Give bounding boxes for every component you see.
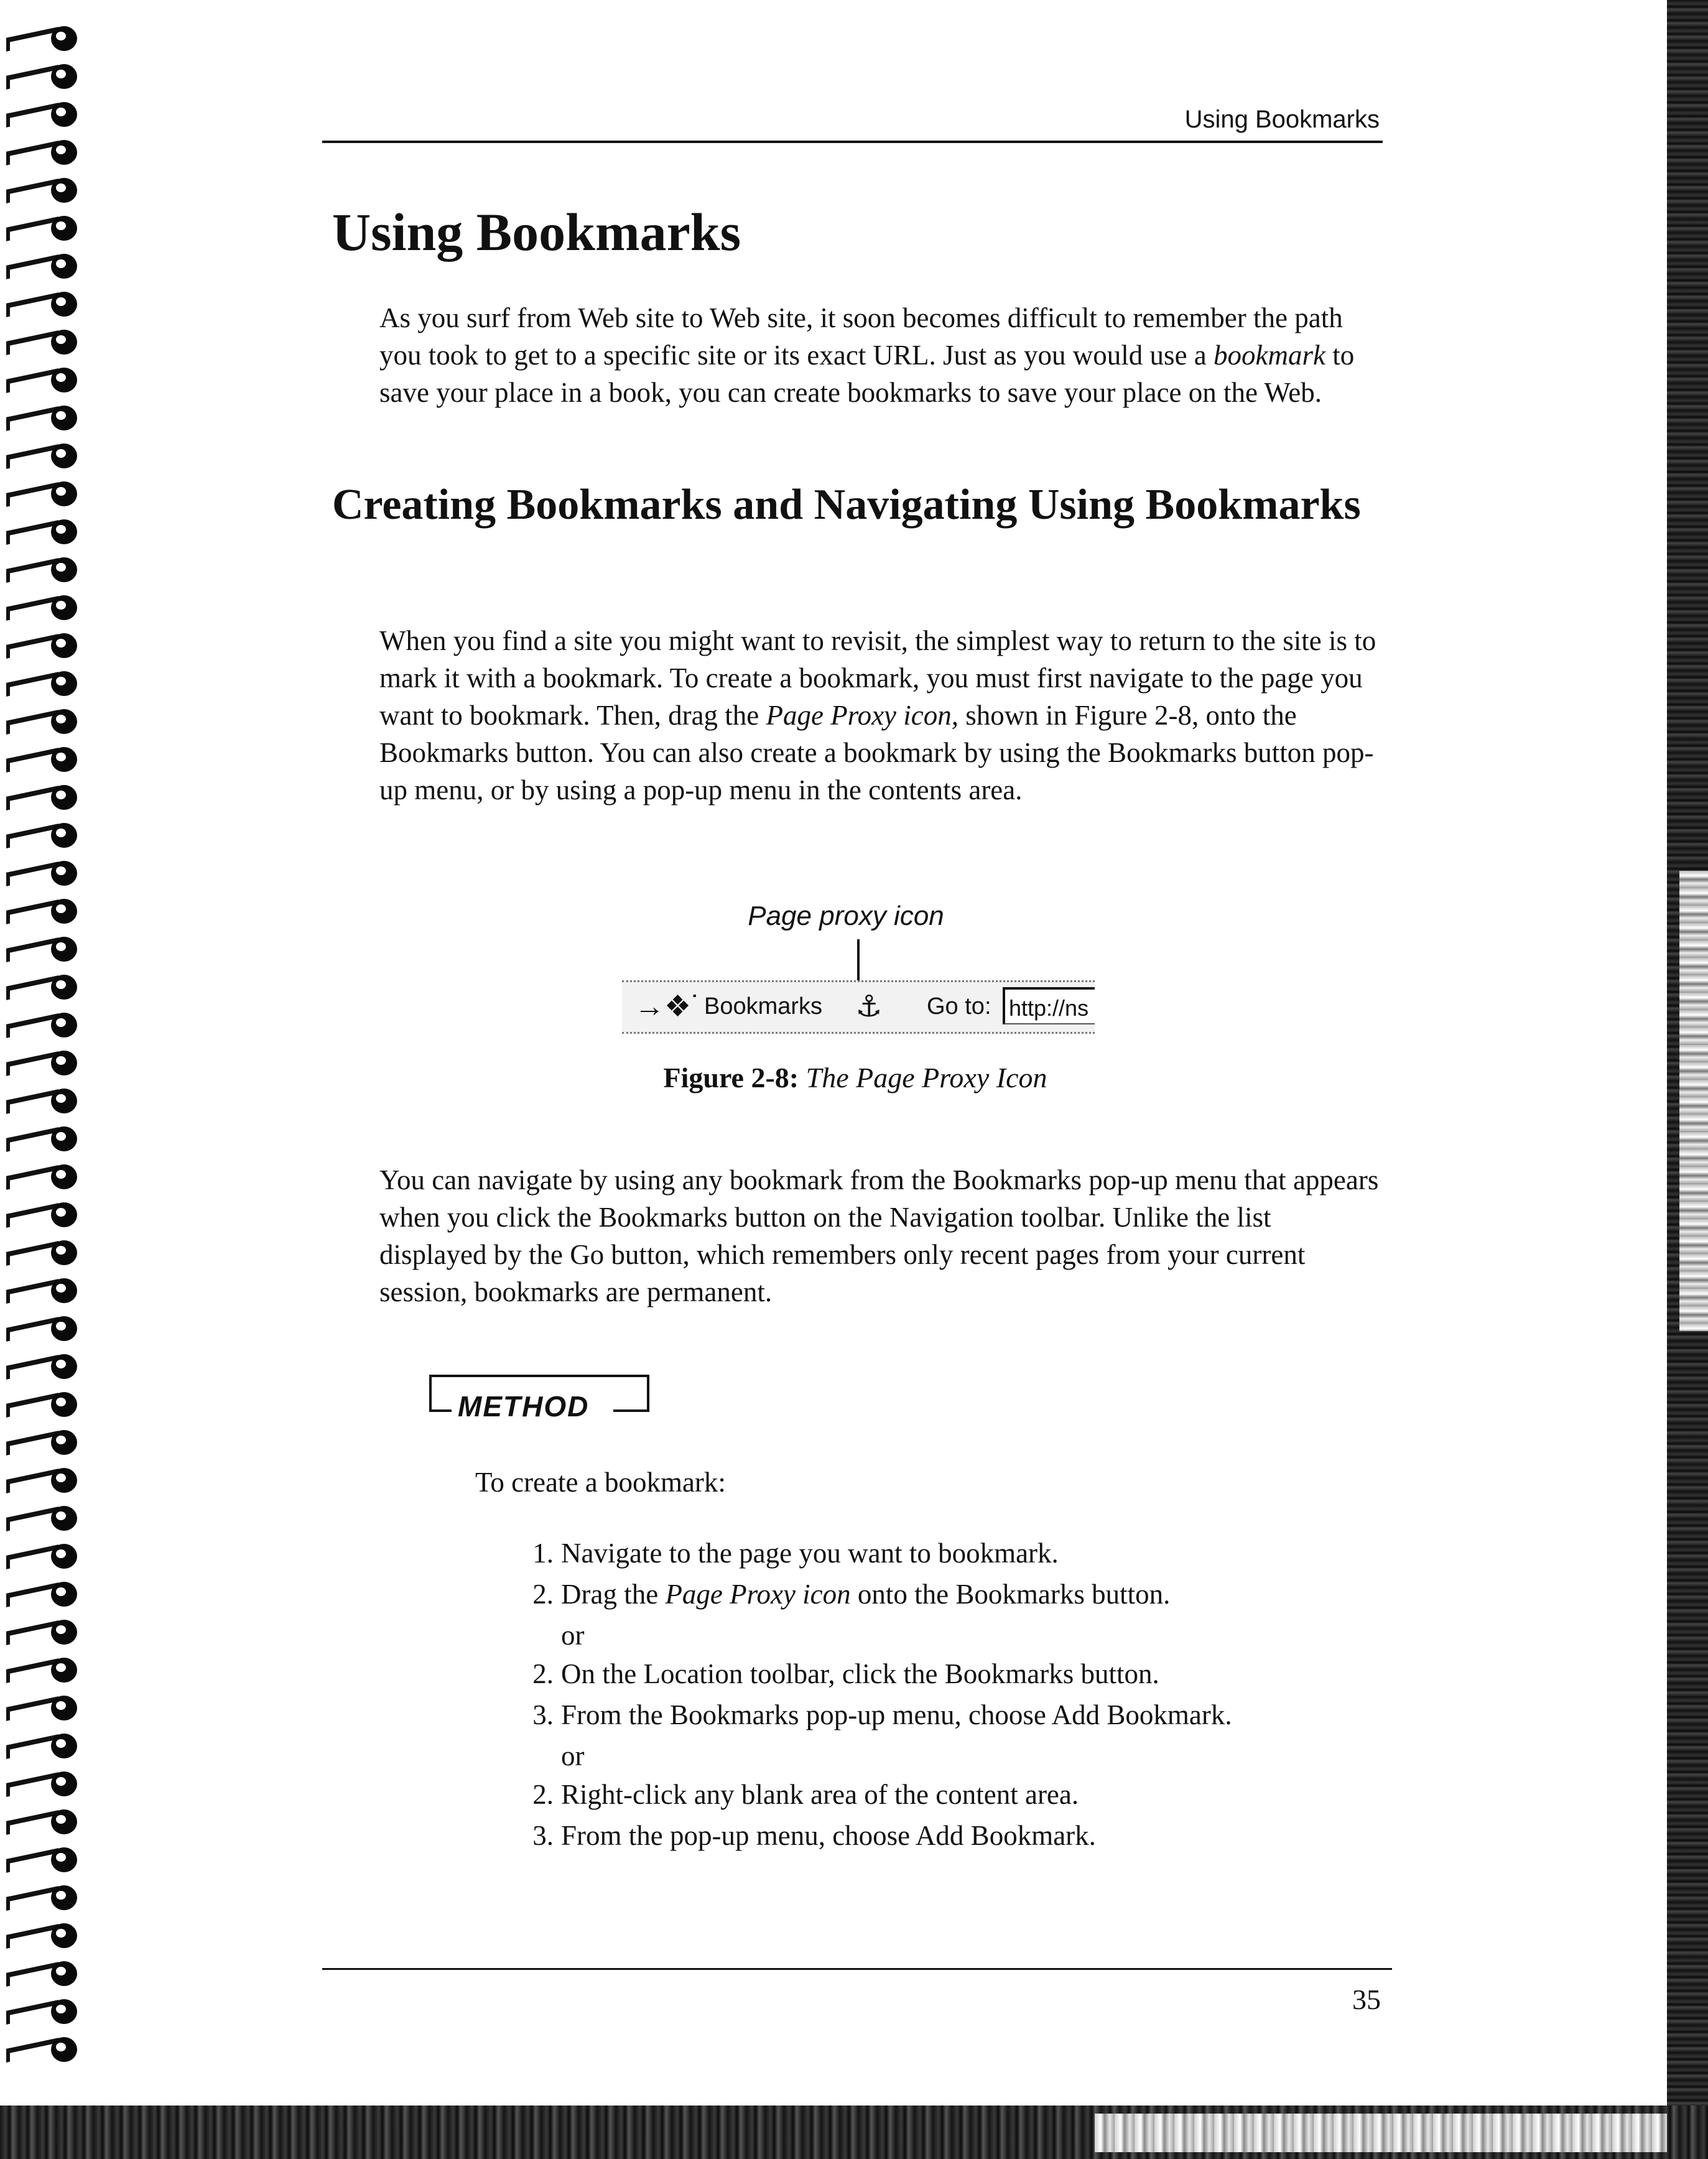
footer-rule bbox=[322, 1968, 1392, 1970]
spiral-coil bbox=[6, 1163, 81, 1191]
header-rule bbox=[322, 141, 1383, 143]
section-paragraph: When you find a site you might want to revisit, the simplest way to return to the site is to mark it with a bookmark. To create a bookmark, you must first navigate to the page you want to bookmark. Then, drag the Page Proxy icon, shown in Figure 2-8, onto the Bookmarks button. You can also create a bookmark by using the Bookmarks button pop-up menu, or by using a pop-up menu in the contents area. bbox=[379, 625, 1376, 806]
method-intro: To create a bookmark: bbox=[475, 1467, 726, 1498]
spiral-binding bbox=[0, 25, 93, 2096]
navigate-paragraph: You can navigate by using any bookmark from the Bookmarks pop-up menu that appears when you click the Bookmarks button on the Navigation toolbar. Unlike the list displayed by the Go button, which remembers only recent pages from your current session, bookmarks are permanent. bbox=[379, 1164, 1379, 1307]
figure-caption: Figure 2-8: The Page Proxy Icon bbox=[663, 1062, 1047, 1093]
scanner-noise-right bbox=[1679, 871, 1708, 1331]
spiral-coil bbox=[6, 1960, 81, 1987]
spiral-coil bbox=[6, 1846, 81, 1873]
section-title: Creating Bookmarks and Navigating Using Bookmarks bbox=[332, 481, 1361, 529]
method-step bbox=[520, 1615, 1391, 1653]
method-box-rule-right bbox=[613, 1409, 647, 1412]
step-number: 2. bbox=[532, 1658, 554, 1689]
spiral-coil bbox=[6, 1087, 81, 1115]
method-step bbox=[520, 1815, 1391, 1856]
method-box-rule-left bbox=[429, 1409, 452, 1412]
spiral-coil bbox=[6, 1505, 81, 1532]
method-step bbox=[520, 1533, 1391, 1574]
spiral-coil bbox=[6, 1467, 81, 1494]
spiral-coil bbox=[6, 518, 81, 546]
goto-label: Go to: bbox=[927, 993, 991, 1019]
spiral-coil bbox=[6, 1353, 81, 1380]
spiral-coil bbox=[6, 670, 81, 697]
spiral-coil bbox=[6, 139, 81, 166]
spiral-coil bbox=[6, 1201, 81, 1228]
spiral-coil bbox=[6, 1049, 81, 1077]
spiral-coil bbox=[6, 1429, 81, 1456]
spiral-coil bbox=[6, 936, 81, 963]
method-steps bbox=[520, 1533, 1391, 1856]
spiral-coil bbox=[6, 1391, 81, 1418]
scanner-noise-bottom bbox=[1095, 2114, 1667, 2152]
method-step bbox=[520, 1574, 1391, 1615]
spiral-coil bbox=[6, 1656, 81, 1684]
step-number: 2. bbox=[532, 1779, 554, 1810]
spiral-coil bbox=[6, 1543, 81, 1570]
spiral-coil bbox=[6, 1011, 81, 1039]
spiral-coil bbox=[6, 1581, 81, 1608]
spiral-coil bbox=[6, 366, 81, 394]
spiral-coil bbox=[6, 1732, 81, 1760]
spiral-coil bbox=[6, 328, 81, 356]
step-text: or bbox=[561, 1740, 585, 1771]
method-step bbox=[520, 1774, 1391, 1815]
spiral-coil bbox=[6, 1922, 81, 1949]
spiral-coil bbox=[6, 708, 81, 735]
spiral-coil bbox=[6, 860, 81, 887]
figure-callout-line bbox=[857, 939, 860, 982]
spiral-coil bbox=[6, 1125, 81, 1153]
page-title: Using Bookmarks bbox=[332, 202, 741, 262]
spiral-coil bbox=[6, 290, 81, 318]
spiral-coil bbox=[6, 215, 81, 242]
url-field: http://ns bbox=[1003, 987, 1095, 1024]
bookmarks-icon: →❖˙ bbox=[634, 990, 702, 1023]
step-number: 2. bbox=[532, 1579, 554, 1610]
step-text: Drag the Page Proxy icon onto the Bookmarks button. bbox=[561, 1579, 1171, 1610]
method-step bbox=[520, 1653, 1391, 1694]
step-text: On the Location toolbar, click the Bookmarks button. bbox=[561, 1658, 1159, 1689]
page-number: 35 bbox=[1352, 1984, 1381, 2015]
step-text: From the Bookmarks pop-up menu, choose Add Bookmark. bbox=[561, 1699, 1232, 1730]
step-text: or bbox=[561, 1620, 585, 1651]
step-number: 3. bbox=[532, 1699, 554, 1730]
spiral-coil bbox=[6, 101, 81, 128]
spiral-coil bbox=[6, 63, 81, 90]
spiral-coil bbox=[6, 1694, 81, 1722]
spiral-coil bbox=[6, 1618, 81, 1646]
spiral-coil bbox=[6, 1315, 81, 1342]
spiral-coil bbox=[6, 973, 81, 1001]
spiral-coil bbox=[6, 442, 81, 470]
spiral-coil bbox=[6, 898, 81, 925]
step-number: 1. bbox=[532, 1538, 554, 1569]
spiral-coil bbox=[6, 1998, 81, 2025]
spiral-coil bbox=[6, 632, 81, 659]
spiral-coil bbox=[6, 404, 81, 432]
bookmarks-button-label: Bookmarks bbox=[704, 993, 823, 1019]
step-number: 3. bbox=[532, 1820, 554, 1851]
page-proxy-icon: ⚓ bbox=[855, 990, 883, 1023]
spiral-coil bbox=[6, 1239, 81, 1266]
spiral-coil bbox=[6, 784, 81, 811]
spiral-coil bbox=[6, 2036, 81, 2063]
figure-callout-label: Page proxy icon bbox=[748, 901, 944, 931]
spiral-coil bbox=[6, 480, 81, 508]
spiral-coil bbox=[6, 253, 81, 280]
method-step bbox=[520, 1694, 1391, 1735]
spiral-coil bbox=[6, 746, 81, 773]
step-text: From the pop-up menu, choose Add Bookmark. bbox=[561, 1820, 1096, 1851]
intro-paragraph: As you surf from Web site to Web site, it soon becomes difficult to remember the path you took to get to a specific site or its exact URL. Just as you would use a bookmark to save your place in a book, you can create bookmarks to save your place on the Web. bbox=[379, 302, 1355, 408]
spiral-coil bbox=[6, 1770, 81, 1798]
running-header: Using Bookmarks bbox=[1184, 106, 1380, 133]
method-label: METHOD bbox=[458, 1390, 590, 1423]
figure-toolbar bbox=[622, 980, 1095, 1034]
spiral-coil bbox=[6, 556, 81, 583]
step-text: Navigate to the page you want to bookmark. bbox=[561, 1538, 1059, 1569]
step-text: Right-click any blank area of the content area. bbox=[561, 1779, 1079, 1810]
spiral-coil bbox=[6, 822, 81, 849]
spiral-coil bbox=[6, 1277, 81, 1304]
spiral-coil bbox=[6, 594, 81, 621]
method-step bbox=[520, 1735, 1391, 1774]
spiral-coil bbox=[6, 1808, 81, 1836]
spiral-coil bbox=[6, 177, 81, 204]
spiral-coil bbox=[6, 1884, 81, 1911]
spiral-coil bbox=[6, 25, 81, 52]
